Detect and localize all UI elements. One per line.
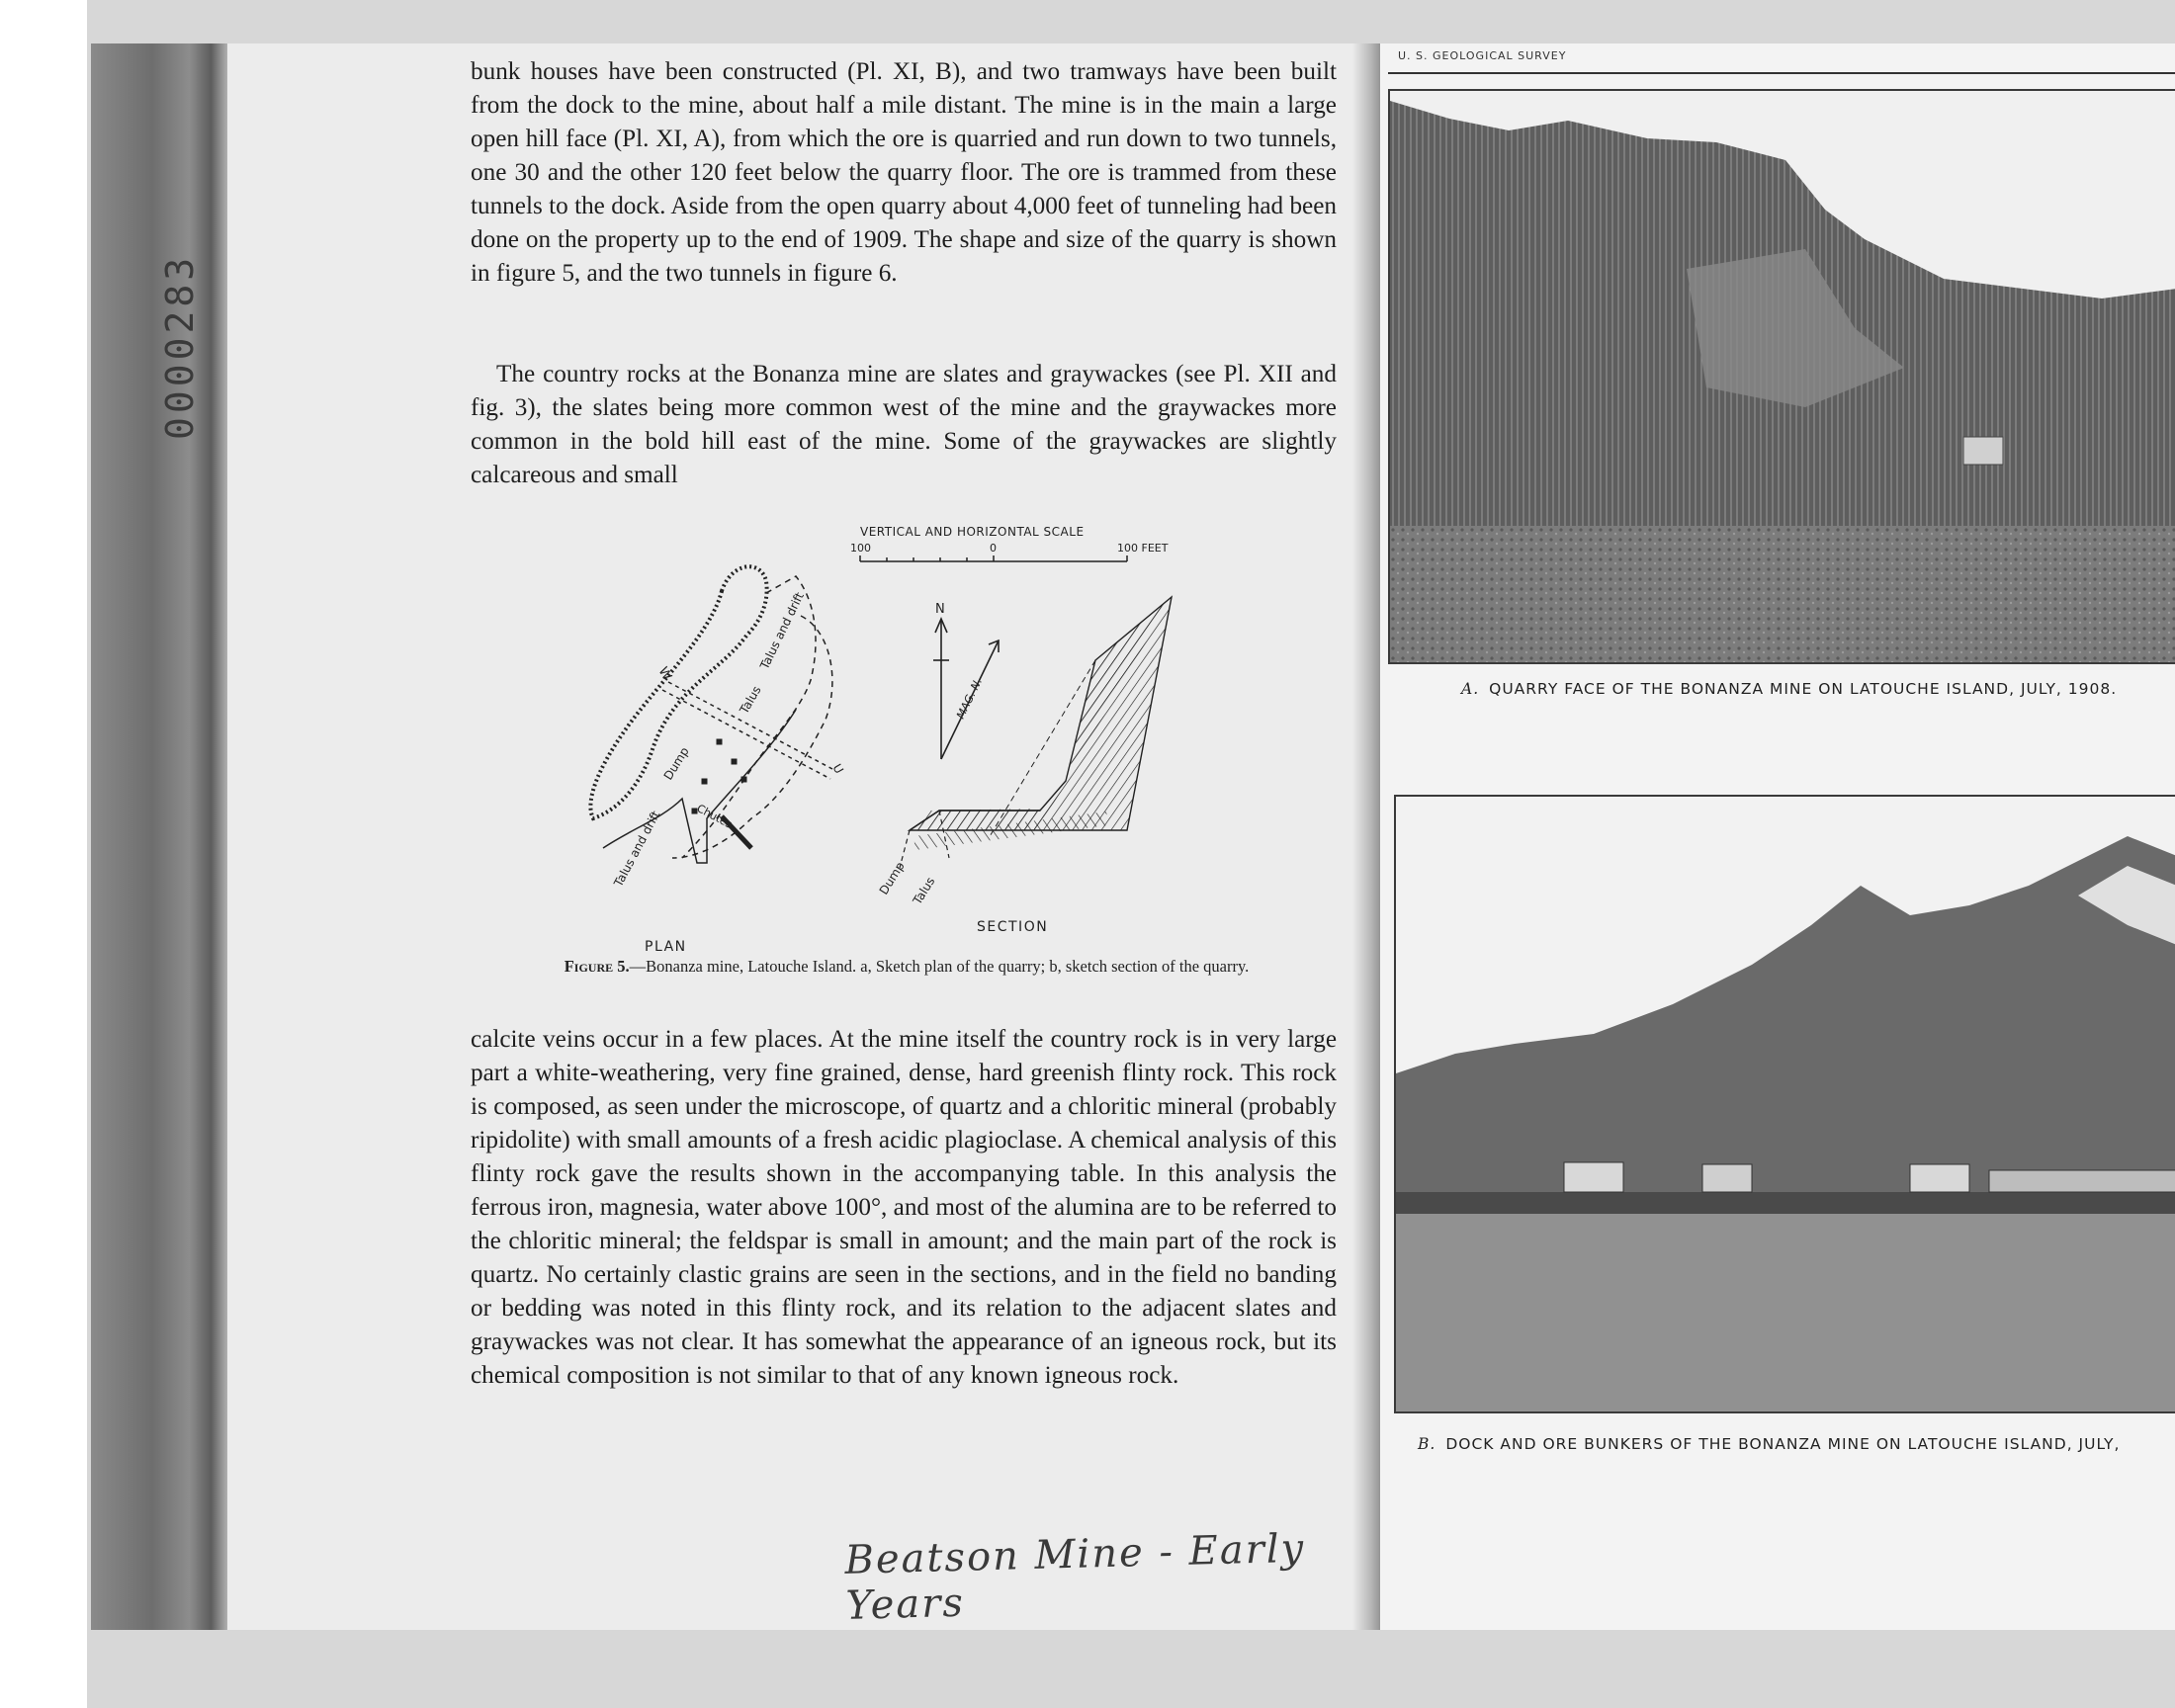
plan-label-talus: Talus xyxy=(737,683,764,717)
photo-dock-ore-bunkers xyxy=(1394,795,2175,1413)
figure-caption-label: Figure 5. xyxy=(564,957,630,976)
plate-a-letter: A. xyxy=(1461,680,1480,698)
photo-quarry-face xyxy=(1388,89,2175,664)
scale-bar xyxy=(860,555,1127,561)
plan-label-dump: Dump xyxy=(660,744,692,783)
north-label: N xyxy=(935,602,945,617)
scale-label-mid: 0 xyxy=(990,542,997,555)
figure-caption xyxy=(473,956,1341,978)
scale-title: VERTICAL AND HORIZONTAL SCALE xyxy=(860,525,1085,539)
plan-label-chutes: Chutes xyxy=(694,802,735,831)
plan-label-talus-drift-top: Talus and drift xyxy=(757,590,807,672)
plan-label-u: U xyxy=(829,761,846,777)
section-label-dump: Dump xyxy=(876,859,908,897)
scale-label-left: 100 xyxy=(850,542,871,555)
plate-a-caption xyxy=(1461,680,2117,698)
plate-a-caption-text: QUARRY FACE OF THE BONANZA MINE ON LATOUCHE ISLAND, JULY, 1908. xyxy=(1489,680,2118,698)
accession-number: 0000283 xyxy=(158,253,202,440)
plan-label: PLAN xyxy=(645,939,687,953)
scale-label-right: 100 FEET xyxy=(1117,542,1169,555)
body-paragraph-3: calcite veins occur in a few places. At the mine itself the country rock is in very large part a white-weathering, very fine grained, dense, hard greenish flinty rock. This rock is composed, as seen under the microscope, of quartz and a chloritic mineral (probably ripidolite) with small amounts of a fresh acidic plagioclase. A chemical analysis of this flinty rock gave the results shown in the accompanying table. In this analysis the ferrous iron, magnesia, water above 100°, and most of the alumina are to be referred to the chloritic mineral; the feldspar is small in amount; and the main part of the rock is quartz. No certainly clastic grains are seen in the sections, and in the field no banding or bedding was noted in this flinty rock, and its relation to the adjacent slates and graywackes was not clear. It has somewhat the appearance of an igneous rock, but its chemical composition is not similar to that of any known igneous rock. xyxy=(471,1026,1337,1389)
body-paragraph-1: bunk houses have been constructed (Pl. XI, B), and two tramways have been built from the dock to the mine, about half a mile distant. The mine is in the main a large open hill face (Pl. XI, A), from which the ore is quarried and run down to two tunnels, one 30 and the other 120 feet below the quarry floor. The ore is trammed from these tunnels to the dock. Aside from the open quarry about 4,000 feet of tunneling had been done on the property up to the end of 1909. The shape and size of the quarry is shown in figure 5, and the two tunnels in figure 6. xyxy=(471,58,1337,287)
section-label-talus: Talus xyxy=(910,874,938,907)
handwritten-annotation: Beatson Mine - Early Years xyxy=(843,1525,1306,1629)
plate-header: U. S. GEOLOGICAL SURVEY xyxy=(1398,49,1567,62)
figure-caption-text: —Bonanza mine, Latouche Island. a, Sketch plan of the quarry; b, sketch section of the quarry. xyxy=(629,957,1250,976)
plan-label-w: W xyxy=(654,664,674,684)
plate-rule xyxy=(1388,72,2175,74)
body-paragraph-2: The country rocks at the Bonanza mine are slates and graywackes (see Pl. XII and fig. 3), the slates being more common west of the mine and the graywackes more common in the bold hill east of the mine. Some of the graywackes are slightly calcareous and small xyxy=(471,361,1337,488)
plate-b-caption-text: DOCK AND ORE BUNKERS OF THE BONANZA MINE ON LATOUCHE ISLAND, JULY, xyxy=(1445,1435,2121,1453)
plate-b-letter: B. xyxy=(1418,1435,1436,1453)
plan-label-talus-drift-bottom: Talus and drift xyxy=(611,809,663,890)
section-label: SECTION xyxy=(977,919,1049,935)
page-gutter xyxy=(1352,43,1382,1630)
figure-5-diagram xyxy=(573,522,1226,953)
plate-b-caption xyxy=(1418,1435,2120,1453)
mag-north-label: MAG. N. xyxy=(954,675,986,722)
